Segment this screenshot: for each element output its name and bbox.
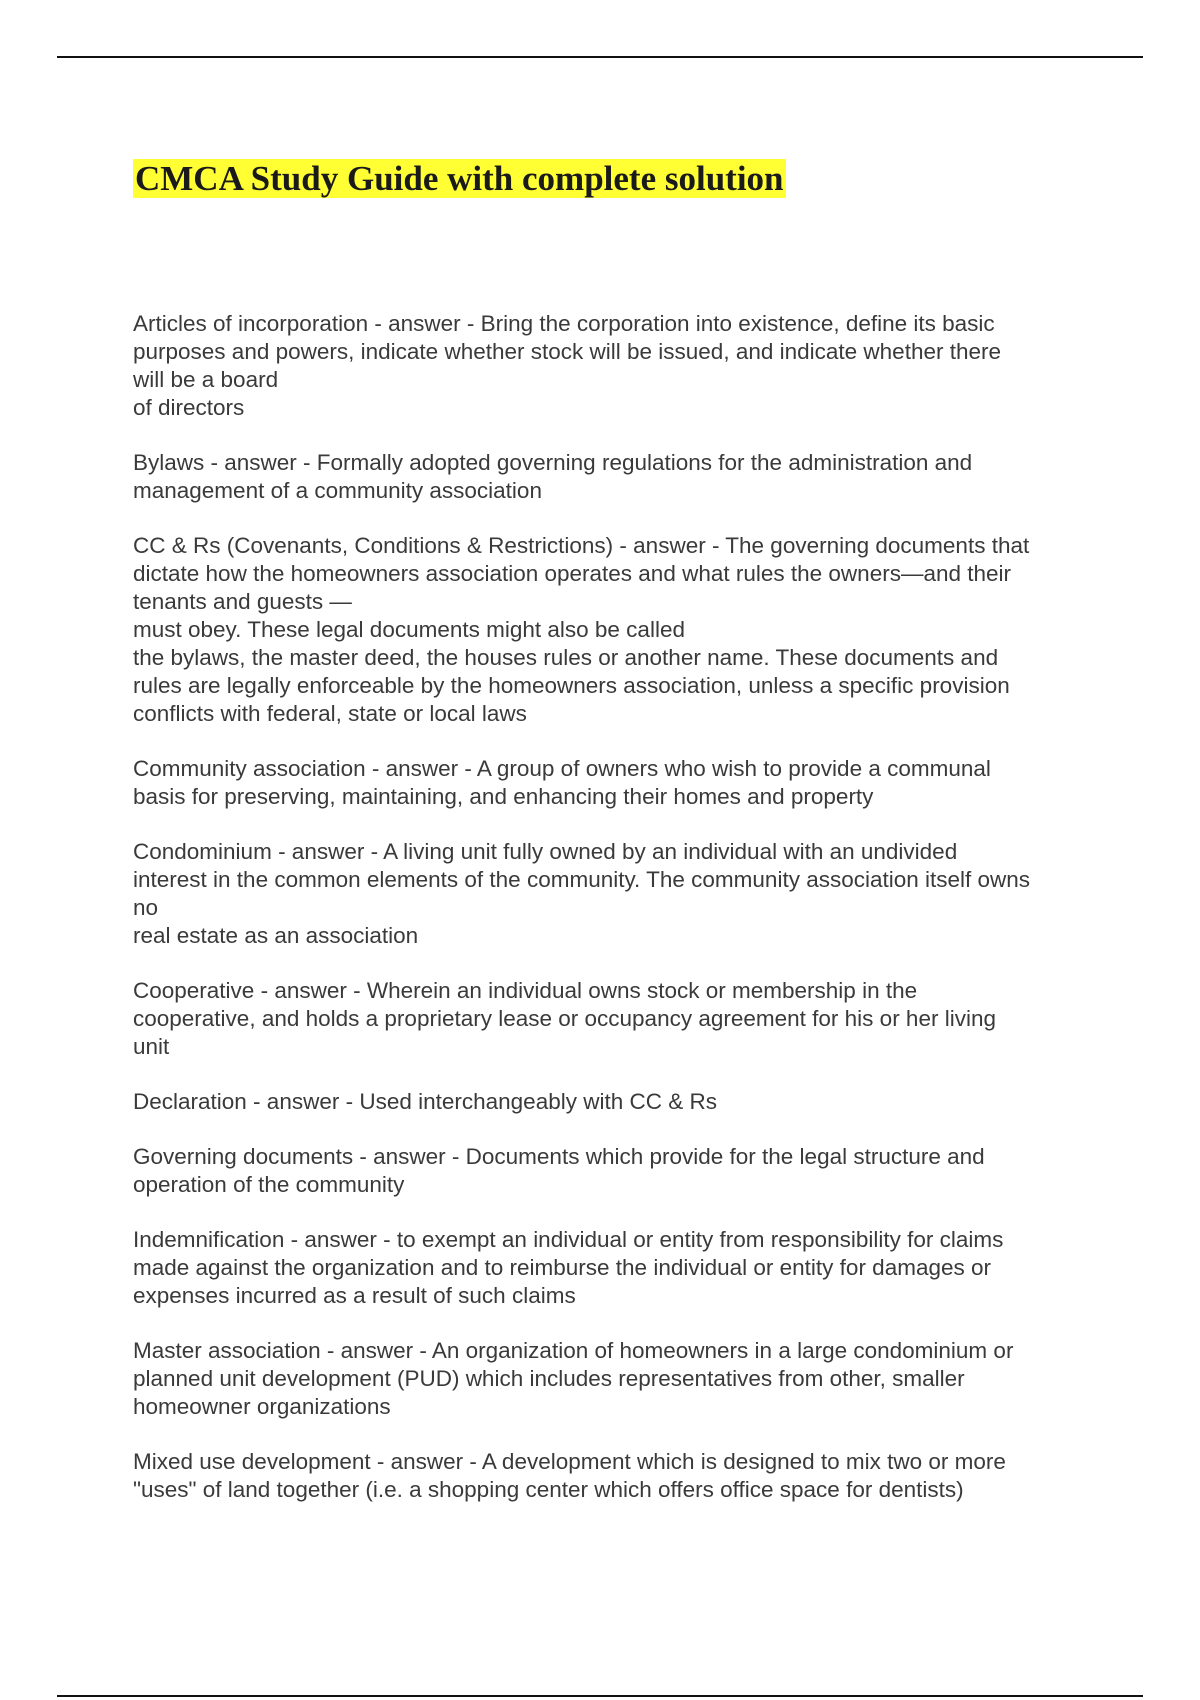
entry-community-association [133,755,1113,811]
entry-line: Declaration - answer - Used interchangeably with CC & Rs [133,1089,717,1114]
entry-mixed-use-development [133,1448,1113,1504]
entry-line: conflicts with federal, state or local laws [133,701,527,726]
entry-cc-and-rs [133,532,1113,728]
entry-line: Community association - answer - A group of owners who wish to provide a communal [133,756,991,781]
entry-line: Cooperative - answer - Wherein an individual owns stock or membership in the [133,978,918,1003]
bottom-rule [57,1695,1143,1697]
entry-bylaws [133,449,1113,505]
entry-governing-documents [133,1143,1113,1199]
entry-line: basis for preserving, maintaining, and enhancing their homes and property [133,784,874,809]
entry-line: tenants and guests — [133,589,352,614]
entry-line: real estate as an association [133,923,419,948]
entry-line: rules are legally enforceable by the homeowners association, unless a specific provision [133,673,1010,698]
document-title-highlight: CMCA Study Guide with complete solution [135,159,784,198]
entry-line: Mixed use development - answer - A development which is designed to mix two or more [133,1449,1006,1474]
entry-line: will be a board [133,367,279,392]
entry-line: planned unit development (PUD) which includes representatives from other, smaller [133,1366,965,1391]
entry-master-association [133,1337,1113,1421]
entry-line: Bylaws - answer - Formally adopted governing regulations for the administration and [133,450,973,475]
entry-cooperative [133,977,1113,1061]
entry-line: unit [133,1034,170,1059]
entry-line: expenses incurred as a result of such claims [133,1283,576,1308]
entry-line: no [133,895,159,920]
entry-declaration [133,1088,1113,1116]
document-title [133,157,786,201]
entry-line: interest in the common elements of the community. The community association itself owns [133,867,1031,892]
entry-line: CC & Rs (Covenants, Conditions & Restrictions) - answer - The governing documents that [133,533,1030,558]
entry-line: the bylaws, the master deed, the houses rules or another name. These documents and [133,645,999,670]
entry-line: operation of the community [133,1172,405,1197]
entry-line: dictate how the homeowners association operates and what rules the owners—and their [133,561,1012,586]
entry-line: cooperative, and holds a proprietary lease or occupancy agreement for his or her living [133,1006,996,1031]
entry-condominium [133,838,1113,950]
entry-line: made against the organization and to reimburse the individual or entity for damages or [133,1255,991,1280]
top-rule [57,56,1143,58]
entry-indemnification [133,1226,1113,1310]
entry-line: homeowner organizations [133,1394,391,1419]
entry-line: management of a community association [133,478,542,503]
study-guide-entries [133,310,1113,1504]
entry-articles-of-incorporation [133,310,1113,422]
entry-line: Master association - answer - An organization of homeowners in a large condominium or [133,1338,1014,1363]
entry-line: "uses" of land together (i.e. a shopping center which offers office space for dentists) [133,1477,964,1502]
entry-line: Articles of incorporation - answer - Bring the corporation into existence, define its basic [133,311,995,336]
entry-line: Indemnification - answer - to exempt an individual or entity from responsibility for claims [133,1227,1004,1252]
entry-line: Condominium - answer - A living unit fully owned by an individual with an undivided [133,839,958,864]
entry-line: purposes and powers, indicate whether stock will be issued, and indicate whether there [133,339,1001,364]
entry-line: must obey. These legal documents might also be called [133,617,685,642]
entry-line: Governing documents - answer - Documents which provide for the legal structure and [133,1144,985,1169]
entry-line: of directors [133,395,245,420]
